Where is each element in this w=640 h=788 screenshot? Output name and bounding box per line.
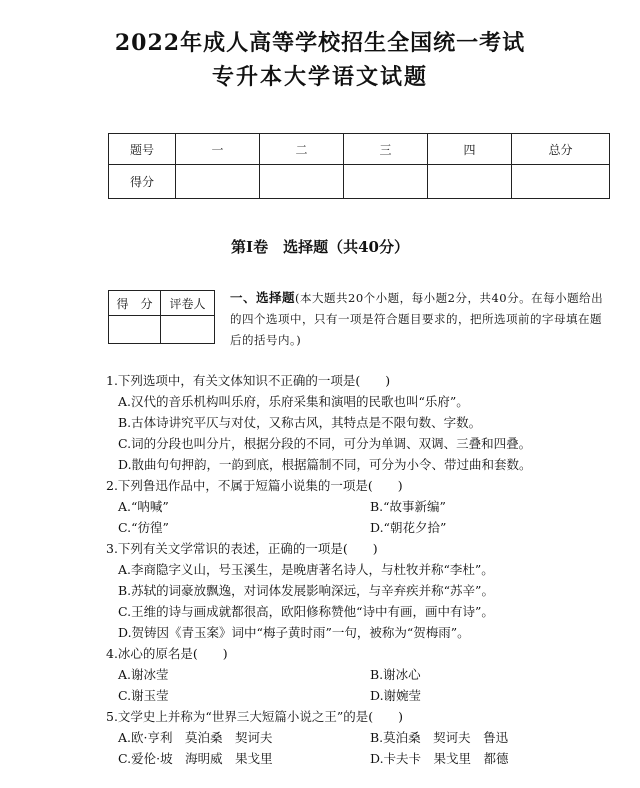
option-1c: C.词的分段也叫分片，根据分段的不同，可分为单调、双调、三叠和四叠。 bbox=[118, 436, 532, 451]
option-1b: B.古体诗讲究平仄与对仗，又称古风，其特点是不限句数、字数。 bbox=[118, 415, 482, 430]
option-5c: C.爱伦·坡 海明威 果戈里 bbox=[118, 751, 273, 766]
option-5b: B.莫泊桑 契诃夫 鲁迅 bbox=[370, 730, 509, 745]
score-table-score-row bbox=[109, 165, 610, 199]
score-cell[interactable] bbox=[176, 165, 260, 199]
section-heading: 第Ⅰ卷 选择题（共40分） bbox=[231, 238, 409, 256]
score-row-label: 得分 bbox=[109, 165, 176, 199]
option-2c: C.“彷徨” bbox=[118, 520, 169, 535]
option-4c: C.谢玉莹 bbox=[118, 688, 169, 703]
grader-score-cell[interactable] bbox=[109, 316, 161, 344]
instructions-heading: 一、选择题 bbox=[230, 290, 296, 305]
option-4a: A.谢冰莹 bbox=[118, 667, 169, 682]
option-4d: D.谢婉莹 bbox=[370, 688, 422, 703]
score-header-total: 总分 bbox=[512, 134, 610, 165]
grader-box bbox=[108, 290, 215, 344]
score-header-2: 二 bbox=[260, 134, 344, 165]
question-stem-1: 1.下列选项中，有关文体知识不正确的一项是( ) bbox=[106, 373, 391, 388]
score-cell[interactable] bbox=[344, 165, 428, 199]
exam-title-line2: 专升本大学语文试题 bbox=[211, 64, 428, 90]
grader-name-cell[interactable] bbox=[161, 316, 215, 344]
question-stem-5: 5.文学史上并称为“世界三大短篇小说之王”的是( ) bbox=[106, 709, 403, 724]
option-5d: D.卡夫卡 果戈里 都德 bbox=[370, 751, 509, 766]
score-table bbox=[108, 133, 610, 199]
score-cell[interactable] bbox=[512, 165, 610, 199]
score-header-4: 四 bbox=[428, 134, 512, 165]
score-table-header-row bbox=[109, 134, 610, 165]
instructions-body: (本大题共20个小题，每小题2分，共40分。在每小题给出的四个选项中，只有一项是符合题目要求的，把所选项前的字母填在题后的括号内。) bbox=[230, 291, 604, 347]
option-3c: C.王维的诗与画成就都很高，欧阳修称赞他“诗中有画，画中有诗”。 bbox=[118, 604, 494, 619]
option-2d: D.“朝花夕拾” bbox=[370, 520, 447, 535]
score-cell[interactable] bbox=[260, 165, 344, 199]
section-instructions bbox=[230, 287, 610, 351]
question-stem-4: 4.冰心的原名是( ) bbox=[106, 646, 228, 661]
grader-name-label: 评卷人 bbox=[161, 291, 215, 316]
question-stem-3: 3.下列有关文学常识的表述，正确的一项是( ) bbox=[106, 541, 378, 556]
option-1d: D.散曲句句押韵，一韵到底，根据篇制不同，可分为小令、带过曲和套数。 bbox=[118, 457, 532, 472]
option-3d: D.贺铸因《青玉案》词中“梅子黄时雨”一句，被称为“贺梅雨”。 bbox=[118, 625, 470, 640]
option-4b: B.谢冰心 bbox=[370, 667, 421, 682]
question-stem-2: 2.下列鲁迅作品中，不属于短篇小说集的一项是( ) bbox=[106, 478, 403, 493]
option-3b: B.苏轼的词豪放飘逸，对词体发展影响深远，与辛弃疾并称“苏辛”。 bbox=[118, 583, 494, 598]
score-header-1: 一 bbox=[176, 134, 260, 165]
exam-title-line1: 2022年成人高等学校招生全国统一考试 bbox=[114, 30, 526, 56]
option-3a: A.李商隐字义山，号玉溪生，是晚唐著名诗人，与杜牧并称“李杜”。 bbox=[118, 562, 494, 577]
option-1a: A.汉代的音乐机构叫乐府，乐府采集和演唱的民歌也叫“乐府”。 bbox=[118, 394, 469, 409]
score-header-item: 题号 bbox=[109, 134, 176, 165]
score-header-3: 三 bbox=[344, 134, 428, 165]
option-2a: A.“呐喊” bbox=[118, 499, 169, 514]
grader-score-label: 得 分 bbox=[109, 291, 161, 316]
option-2b: B.“故事新编” bbox=[370, 499, 446, 514]
score-cell[interactable] bbox=[428, 165, 512, 199]
option-5a: A.欧·亨利 莫泊桑 契诃夫 bbox=[118, 730, 273, 745]
